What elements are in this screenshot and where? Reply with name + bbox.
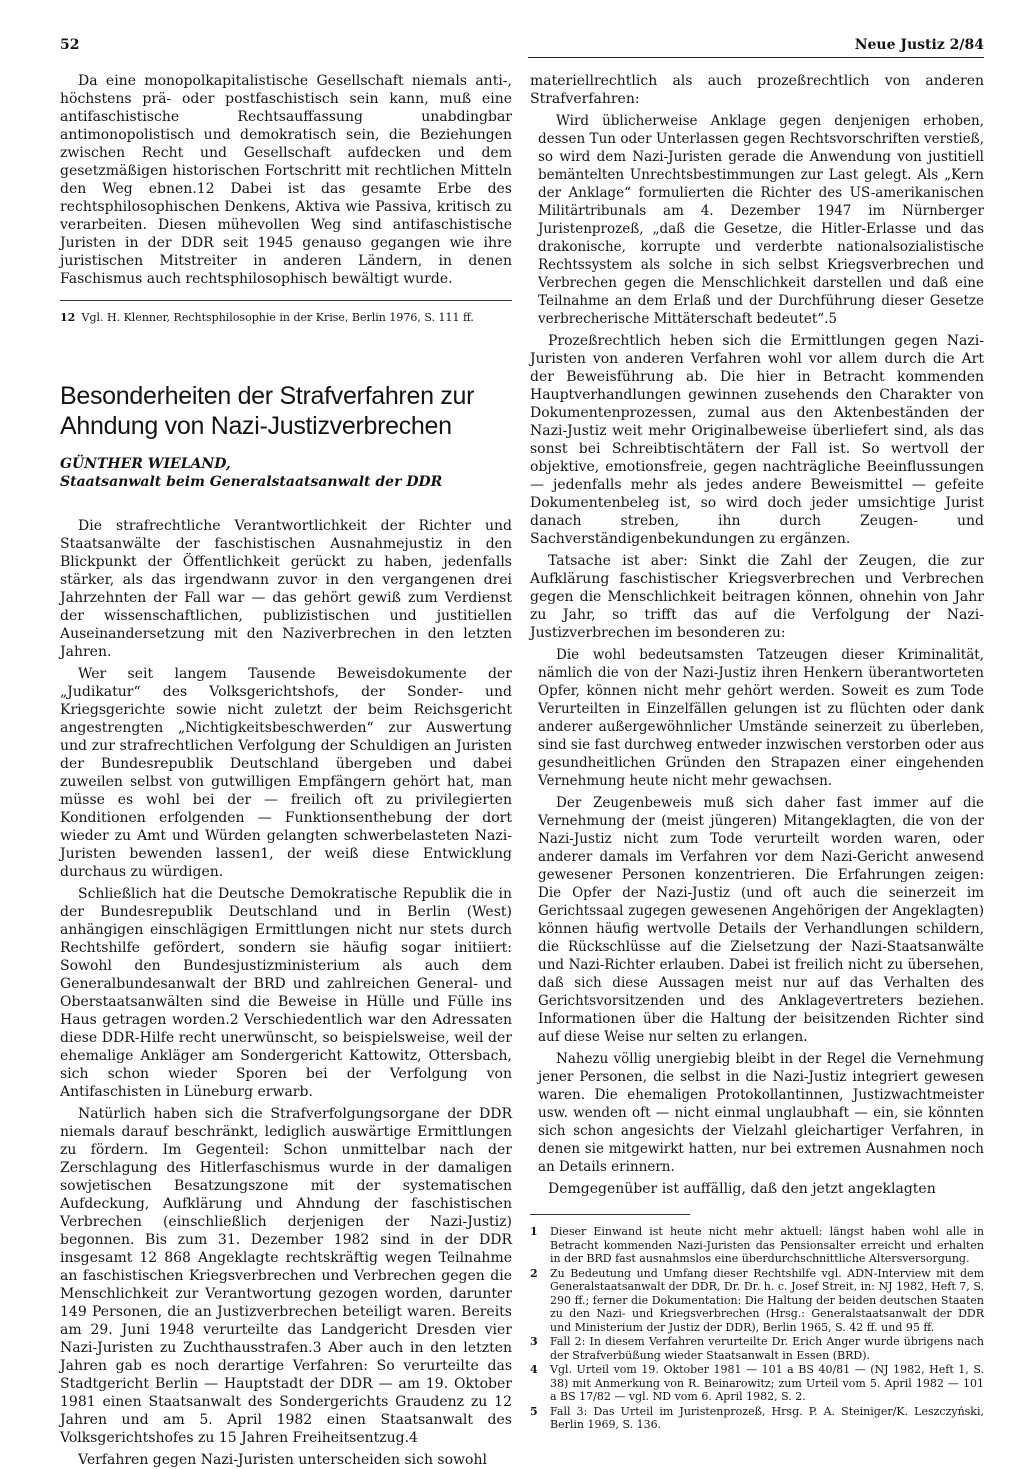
indented-paragraph: Die wohl bedeutsamsten Tatzeugen dieser Kriminalität, nämlich die von der Nazi-Justiz ihren Henkern überantworteten Opfer, können nicht mehr gehört werden. Soweit es zum Tode Verurteilten in Einzelfällen gelungen ist zu flüchten oder dank anderer außergewöhnlicher Umstände seinerzeit zu überleben, sind sie fast durchweg entweder inzwischen verstorben oder aus gesundheitlichen Gründen den Strapazen einer eingehenden Vernehmung heute nicht mehr gewachsen.: [538, 647, 984, 789]
article-title: Besonderheiten der Strafverfahren zur Ahndung von Nazi-Justizverbrechen: [60, 382, 475, 440]
body-paragraph: Wer seit langem Tausende Beweisdokumente der „Judikatur“ des Volksgerichtshofs, der Sonder- und Kriegsgerichte sowie nicht zuletzt der beim Reichsgericht angestrengten „Nichtigkeitsbeschwerden“ zur Auswertung und zur strafrechtlichen Verfolgung der Schuldigen an Juristen der Bundesrepublik Deutschland übergeben und dabei zuweilen selbst von gutwilligen Empfängern gehört hat, man müsse es wohl bei der — freilich oft zu privilegierten Konditionen erfolgenden — Funktionsenthebung der dort wieder zu Amt und Würden gelangten schwerbelasteten Nazi-Juristen bewenden lassen1, der weiß diese Entwicklung durchaus zu würdigen.: [60, 666, 512, 880]
body-paragraph: Tatsache ist aber: Sinkt die Zahl der Zeugen, die zur Aufklärung faschistischer Kriegsverbrechen und Verbrechen gegen die Menschlichkeit beitragen können, ohnehin von Jahr zu Jahr, so trifft das auf die Verfolgung der Nazi-Justizverbrechen im besonderen zu:: [530, 553, 984, 641]
author-affiliation: Staatsanwalt beim Generalstaatsanwalt der DDR: [60, 474, 443, 490]
footnote-rule: [60, 300, 512, 301]
footnote-text: Fall 3: Das Urteil im Juristenprozeß, Hrsg. P. A. Steiniger/K. Leszczyński, Berlin 1969, S. 136.: [550, 1404, 984, 1431]
footnote-number: 5: [530, 1404, 538, 1418]
body-paragraph: Schließlich hat die Deutsche Demokratische Republik die in der Bundesrepublik Deutschland und in Berlin (West) anhängigen einschlägigen Ermittlungen nicht nur stets durch Rechtshilfe gefördert, sondern sie häufig sogar initiiert: Sowohl den Bundesjustizministerium als auch dem Generalbundesanwalt der BRD und zahlreichen General- und Oberstaatsanwälten sind die Beweise in Hülle und Fülle ins Haus getragen worden.2 Verschiedentlich war den Adressaten diese DDR-Hilfe recht unerwünscht, so beispielsweise, weil der ehemalige Ankläger am Sondergericht Kattowitz, Ottersbach, sich schon wieder Sporen bei der Verfolgung von Antifaschisten in Lüneburg erwarb.: [60, 886, 512, 1100]
continuation-text: materiellrechtlich als auch prozeßrechtlich von anderen Strafverfahren:: [530, 73, 984, 107]
footnote-number: 2: [530, 1266, 538, 1280]
footnote-text: Vgl. H. Klenner, Rechtsphilosophie in der Krise, Berlin 1976, S. 111 ff.: [81, 311, 474, 324]
intro-paragraph: Da eine monopolkapitalistische Gesellschaft niemals anti-, höchstens prä- oder postfaschistisch sein kann, muß eine antifaschistische Rechtsauffassung unabdingbar antimonopolistisch und demokratisch sein, die Beziehungen zwischen Recht und Gesellschaft aufdecken und dem gesetzmäßigen historischen Fortschritt mit rechtlichen Mitteln den Weg ebnen.12 Dabei ist das gesamte Erbe des rechtsphilosophischen Denkens, Aktiva wie Passiva, kritisch zu verarbeiten. Diesen mühevollen Weg sind antifaschistische Juristen in der DDR seit 1945 genauso gegangen wie ihre juristischen Mitstreiter in anderen Ländern, in denen Faschismus auch rechtsphilosophisch bewältigt wurde.: [60, 73, 512, 287]
footnote-2: [530, 1267, 984, 1335]
footnote-number: 3: [530, 1335, 538, 1348]
footnote-12: [60, 311, 512, 325]
footnote-text: Vgl. Urteil vom 19. Oktober 1981 — 101 a BS 40/81 — (NJ 1982, Heft 1, S. 38) mit Anmerkung von R. Beinarowitz; zum Urteil vom 5. April 1982 — 101 a BS 17/82 — vgl. ND vom 6. April 1982, S. 2.: [550, 1363, 984, 1403]
footnote-text: Zu Bedeutung und Umfang dieser Rechtshilfe vgl. ADN-Interview mit dem Generalstaatsanwalt der DDR, Dr. Dr. h. c. Josef Streit, in: NJ 1982, Heft 7, S. 290 ff.; ferner die Dokumentation: Die Haltung der beiden deutschen Staaten zu den Nazi- und Kriegsverbrechen (Hrsg.: Generalstaatsanwalt der DDR und Ministerium der Justiz der DDR), Berlin 1965, S. 42 ff. und 95 ff.: [550, 1266, 984, 1334]
indented-quote: Wird üblicherweise Anklage gegen denjenigen erhoben, dessen Tun oder Unterlassen gegen Rechtsvorschriften verstieß, so wird dem Nazi-Juristen gerade die Anwendung von justitiell bemäntelten Unrechtsbestimmungen zur Last gelegt. Als „Kern der Anklage“ formulierten die Richter des US-amerikanischen Militärtribunals am 4. Dezember 1947 im Nürnberger Juristenprozeß, „daß die Gesetze, die Hitler-Erlasse und das drakonische, korrupte und verderbte nationalsozialistische Rechtssystem als solche in sich selbst Kriegsverbrechen und Verbrechen gegen die Menschlichkeit darstellen und daß eine Teilnahme an dem Erlaß und der Durchführung dieser Gesetze verbrecherische Mittäterschaft bedeutet“.5: [538, 113, 984, 327]
footnote-1: [530, 1225, 984, 1266]
footnote-4: [530, 1363, 984, 1404]
right-column: [530, 72, 984, 1433]
footnote-number: 4: [530, 1363, 538, 1376]
header-rule: [528, 57, 984, 58]
article-author: GÜNTHER WIELAND,: [60, 456, 231, 472]
indented-paragraph: Nahezu völlig unergiebig bleibt in der Regel die Vernehmung jener Personen, die selbst in die Nazi-Justiz integriert gewesen waren. Die ehemaligen Protokollantinnen, Justizwachtmeister usw. wenden oft — nicht einmal unglaubhaft — ein, sie könnten sich schon angesichts der Vielzahl gleichartiger Verfahren, in denen sie mitgewirkt hatten, nur bei extremen Ausnahmen noch an Details erinnern.: [538, 1051, 984, 1175]
left-column: [60, 72, 512, 1469]
footnote-text: Fall 2: In diesem Verfahren verurteilte Dr. Erich Anger wurde übrigens nach der Strafverbüßung wieder Staatsanwalt in Essen (BRD).: [550, 1335, 984, 1362]
body-paragraph: Natürlich haben sich die Strafverfolgungsorgane der DDR niemals darauf beschränkt, lediglich auswärtige Ermittlungen zu fördern. Im Gegenteil: Schon unmittelbar nach der Zerschlagung des Hitlerfaschismus wurde in der damaligen sowjetischen Besatzungszone mit der systematischen Aufdeckung, Aufklärung und Ahndung der faschistischen Verbrechen (einschließlich derjenigen der Nazi-Justiz) begonnen. Bis zum 31. Dezember 1982 sind in der DDR insgesamt 12 868 Angeklagte rechtskräftig wegen Teilnahme an faschistischen Kriegsverbrechen und Verbrechen gegen die Menschlichkeit zur Verantwortung gezogen worden, darunter 149 Personen, die an Justizverbrechen beteiligt waren. Bereits am 29. Juni 1948 verurteilte das Landgericht Dresden vier Nazi-Juristen zu Zuchthausstrafen.3 Aber auch in den letzten Jahren gab es noch derartige Verfahren: So verurteilte das Stadtgericht Berlin — Hauptstadt der DDR — am 19. Oktober 1981 einen Staatsanwalt des Sondergerichts Graudenz zu 12 Jahren und am 5. April 1982 einen Staatsanwalt des Volksgerichtshofes zu 15 Jahren Freiheitsentzug.4: [60, 1106, 512, 1446]
footnote-text: Dieser Einwand ist heute nicht mehr aktuell: längst haben wohl alle in Betracht kommenden Nazi-Juristen das Pensionsalter erreicht und erhalten in der BRD fast ausnahmslos eine überdurchschnittliche Altersversorgung.: [550, 1225, 984, 1265]
indented-paragraph: Der Zeugenbeweis muß sich daher fast immer auf die Vernehmung der (meist jüngeren) Mitangeklagten, die von der Nazi-Justiz nicht zum Tode verurteilt worden waren, oder anderer damals im Verfahren vor dem Nazi-Gericht anwesend gewesener Personen konzentrieren. Die Erfahrungen zeigen: Die Opfer der Nazi-Justiz (und oft auch die seinerzeit im Gerichtssaal zugegen gewesenen Angehörigen der Angeklagten) können häufig wertvolle Details der Verhandlungen schildern, die Rückschlüsse auf die Zielsetzung der Nazi-Staatsanwälte und Nazi-Richter erlauben. Dabei ist freilich nicht zu übersehen, daß sich diese Aussagen meist nur auf das Verhalten des Gerichtsvorsitzenden und des Anklagevertreters beziehen. Informationen über die Haltung der beisitzenden Richter sind auf diese Weise nur selten zu erlangen.: [538, 795, 984, 1045]
body-paragraph: Prozeßrechtlich heben sich die Ermittlungen gegen Nazi-Juristen von anderen Verfahren wohl vor allem durch die Art der Beweisführung ab. Die hier in Betracht kommenden Hauptverhandlungen gewinnen zusehends den Charakter von Dokumentenprozessen, zumal aus den Aktenbeständen der Nazi-Justiz weit mehr Originalbeweise überliefert sind, als das sonst bei Schreibtischtätern der Fall ist. So wertvoll der objektive, emotionsfreie, gegen nachträgliche Beeinflussungen — jedenfalls mehr als jedes andere Beweismittel — gefeite Dokumentenbeleg ist, so wird doch jeder umsichtige Jurist danach streben, ihn durch Zeugen- und Sachverständigenbekundungen zu ergänzen.: [530, 333, 984, 547]
footnote-3: [530, 1335, 984, 1362]
footnote-number: 12: [60, 311, 76, 324]
body-paragraph: Die strafrechtliche Verantwortlichkeit der Richter und Staatsanwälte der faschistischen Ausnahmejustiz in den Blickpunkt der Öffentlichkeit gerückt zu haben, jedenfalls stärker, als das irgendwann zuvor in den vergangenen drei Jahrzehnten der Fall war — das gehört gewiß zum Verdienst der wissenschaftlichen, publizistischen und justitiellen Auseinandersetzung mit den Naziverbrechen in den letzten Jahren.: [60, 518, 512, 660]
footnote-number: 1: [530, 1225, 538, 1238]
body-paragraph: Verfahren gegen Nazi-Juristen unterscheiden sich sowohl: [78, 1452, 487, 1468]
footnotes-rule: [530, 1214, 690, 1215]
journal-issue: Neue Justiz 2/84: [854, 37, 984, 53]
body-paragraph: Demgegenüber ist auffällig, daß den jetzt angeklagten: [548, 1181, 936, 1197]
page-number: 52: [60, 37, 80, 53]
footnote-5: [530, 1405, 984, 1432]
